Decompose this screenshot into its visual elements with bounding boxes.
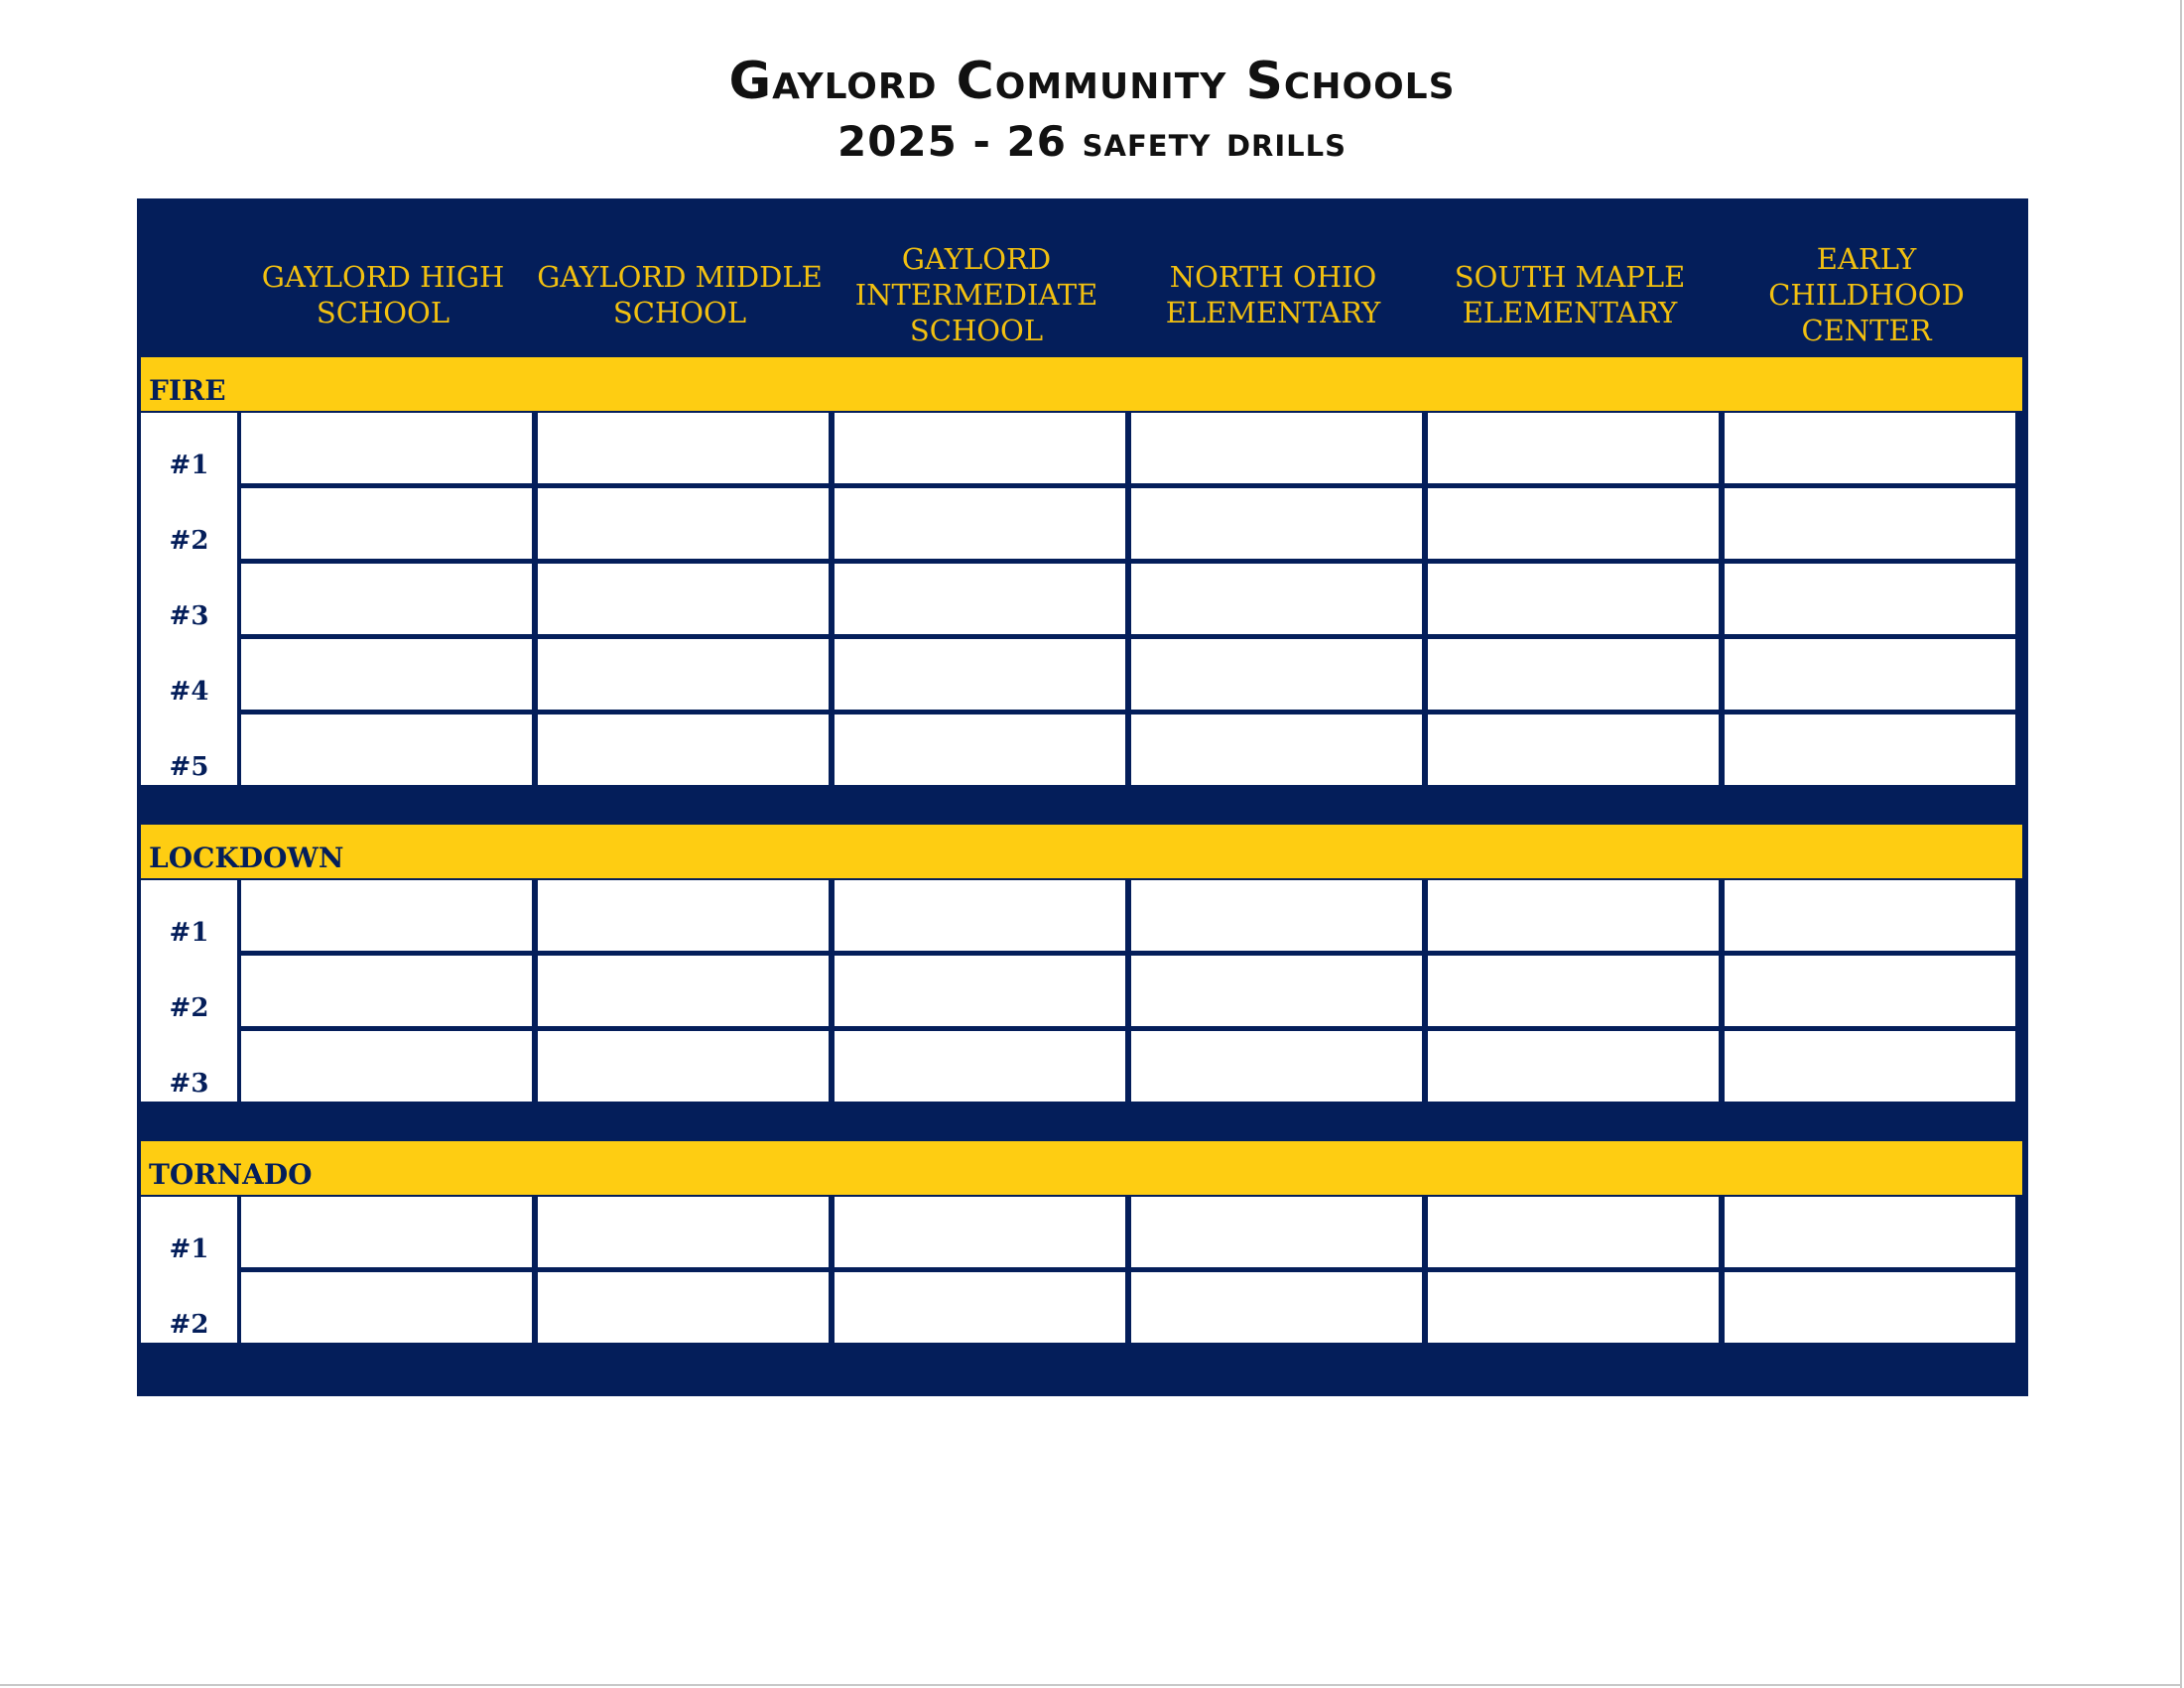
drill-cell-lockdown-1-col3[interactable]	[835, 880, 1125, 951]
drill-cell-fire-5-col3[interactable]	[835, 714, 1125, 785]
drill-cell-lockdown-3-col4[interactable]	[1131, 1031, 1422, 1102]
row-label-lockdown-3: #3	[169, 1069, 209, 1099]
drill-cell-tornado-1-col3[interactable]	[835, 1197, 1125, 1267]
column-header-north-ohio: NORTH OHIO ELEMENTARY	[1165, 260, 1381, 329]
drill-cell-fire-4-col1[interactable]	[241, 639, 532, 710]
drill-cell-fire-4-col3[interactable]	[835, 639, 1125, 710]
drill-cell-lockdown-2-col2[interactable]	[538, 956, 829, 1026]
drill-cell-tornado-1-col1[interactable]	[241, 1197, 532, 1267]
section-label-fire: FIRE	[149, 374, 226, 407]
drill-cell-fire-3-col2[interactable]	[538, 564, 829, 634]
drill-cell-fire-4-col4[interactable]	[1131, 639, 1422, 710]
drill-cell-lockdown-2-col4[interactable]	[1131, 956, 1422, 1026]
drill-cell-fire-2-col3[interactable]	[835, 488, 1125, 559]
column-header-early-childhood: EARLY CHILDHOOD CENTER	[1768, 242, 1965, 347]
drill-cell-fire-1-col3[interactable]	[835, 413, 1125, 483]
drill-cell-lockdown-2-col1[interactable]	[241, 956, 532, 1026]
drill-cell-fire-3-col1[interactable]	[241, 564, 532, 634]
column-header-intermediate-school: GAYLORD INTERMEDIATE SCHOOL	[854, 242, 1098, 347]
page-title: Gaylord Community Schools	[728, 52, 1456, 111]
drill-cell-fire-2-col5[interactable]	[1428, 488, 1719, 559]
row-label-fire-2: #2	[169, 526, 209, 556]
drill-cell-lockdown-3-col3[interactable]	[835, 1031, 1125, 1102]
drill-cell-fire-2-col2[interactable]	[538, 488, 829, 559]
drill-cell-lockdown-1-col2[interactable]	[538, 880, 829, 951]
drill-cell-fire-1-col4[interactable]	[1131, 413, 1422, 483]
drill-cell-fire-4-col2[interactable]	[538, 639, 829, 710]
column-header-middle-school: GAYLORD MIDDLE SCHOOL	[537, 260, 823, 329]
drill-cell-fire-2-col6[interactable]	[1725, 488, 2015, 559]
drill-cell-lockdown-3-col1[interactable]	[241, 1031, 532, 1102]
row-label-column-lockdown	[141, 880, 237, 1102]
section-bar-fire	[141, 357, 2022, 411]
drill-cell-lockdown-2-col5[interactable]	[1428, 956, 1719, 1026]
drill-cell-fire-5-col6[interactable]	[1725, 714, 2015, 785]
drill-cell-tornado-2-col1[interactable]	[241, 1272, 532, 1343]
column-header-south-maple: SOUTH MAPLE ELEMENTARY	[1454, 260, 1686, 329]
page-subtitle: 2025 - 26 safety drills	[836, 117, 1348, 166]
drill-cell-tornado-2-col5[interactable]	[1428, 1272, 1719, 1343]
section-bar-lockdown	[141, 825, 2022, 878]
drill-cell-lockdown-3-col5[interactable]	[1428, 1031, 1719, 1102]
drill-cell-tornado-2-col3[interactable]	[835, 1272, 1125, 1343]
section-label-lockdown: LOCKDOWN	[149, 842, 344, 874]
section-bar-tornado	[141, 1141, 2022, 1195]
row-label-fire-5: #5	[169, 752, 209, 782]
drill-cell-lockdown-1-col4[interactable]	[1131, 880, 1422, 951]
drill-cell-lockdown-1-col6[interactable]	[1725, 880, 2015, 951]
page-edge-right	[2180, 0, 2182, 1688]
drill-cell-fire-2-col4[interactable]	[1131, 488, 1422, 559]
drill-cell-fire-1-col2[interactable]	[538, 413, 829, 483]
drill-cell-fire-4-col6[interactable]	[1725, 639, 2015, 710]
row-label-tornado-2: #2	[169, 1310, 209, 1340]
row-label-lockdown-1: #1	[169, 918, 209, 948]
section-label-tornado: TORNADO	[149, 1158, 313, 1191]
drill-cell-fire-5-col4[interactable]	[1131, 714, 1422, 785]
drill-cell-fire-1-col5[interactable]	[1428, 413, 1719, 483]
drill-cell-lockdown-1-col1[interactable]	[241, 880, 532, 951]
drill-cell-fire-3-col4[interactable]	[1131, 564, 1422, 634]
drill-cell-tornado-1-col5[interactable]	[1428, 1197, 1719, 1267]
drill-cell-fire-5-col5[interactable]	[1428, 714, 1719, 785]
drill-cell-tornado-1-col4[interactable]	[1131, 1197, 1422, 1267]
drill-cell-fire-3-col3[interactable]	[835, 564, 1125, 634]
drill-cell-tornado-2-col6[interactable]	[1725, 1272, 2015, 1343]
drill-cell-lockdown-2-col6[interactable]	[1725, 956, 2015, 1026]
drill-cell-lockdown-1-col5[interactable]	[1428, 880, 1719, 951]
row-label-lockdown-2: #2	[169, 993, 209, 1023]
row-label-tornado-1: #1	[169, 1234, 209, 1264]
drill-cell-lockdown-2-col3[interactable]	[835, 956, 1125, 1026]
row-label-column-tornado	[141, 1197, 237, 1343]
drill-schedule-table	[137, 198, 2028, 1396]
drill-cell-tornado-2-col4[interactable]	[1131, 1272, 1422, 1343]
drill-cell-fire-1-col1[interactable]	[241, 413, 532, 483]
page-edge-bottom	[0, 1684, 2182, 1686]
drill-cell-fire-3-col5[interactable]	[1428, 564, 1719, 634]
drill-cell-lockdown-3-col2[interactable]	[538, 1031, 829, 1102]
row-label-column-fire	[141, 413, 237, 785]
drill-cell-fire-3-col6[interactable]	[1725, 564, 2015, 634]
row-label-fire-4: #4	[169, 677, 209, 707]
drill-cell-fire-2-col1[interactable]	[241, 488, 532, 559]
row-label-fire-1: #1	[169, 451, 209, 480]
drill-cell-fire-5-col2[interactable]	[538, 714, 829, 785]
drill-cell-tornado-2-col2[interactable]	[538, 1272, 829, 1343]
drill-cell-fire-1-col6[interactable]	[1725, 413, 2015, 483]
drill-cell-lockdown-3-col6[interactable]	[1725, 1031, 2015, 1102]
drill-cell-tornado-1-col6[interactable]	[1725, 1197, 2015, 1267]
drill-cell-fire-5-col1[interactable]	[241, 714, 532, 785]
drill-cell-tornado-1-col2[interactable]	[538, 1197, 829, 1267]
column-header-high-school: GAYLORD HIGH SCHOOL	[261, 260, 505, 329]
row-label-fire-3: #3	[169, 601, 209, 631]
drill-cell-fire-4-col5[interactable]	[1428, 639, 1719, 710]
